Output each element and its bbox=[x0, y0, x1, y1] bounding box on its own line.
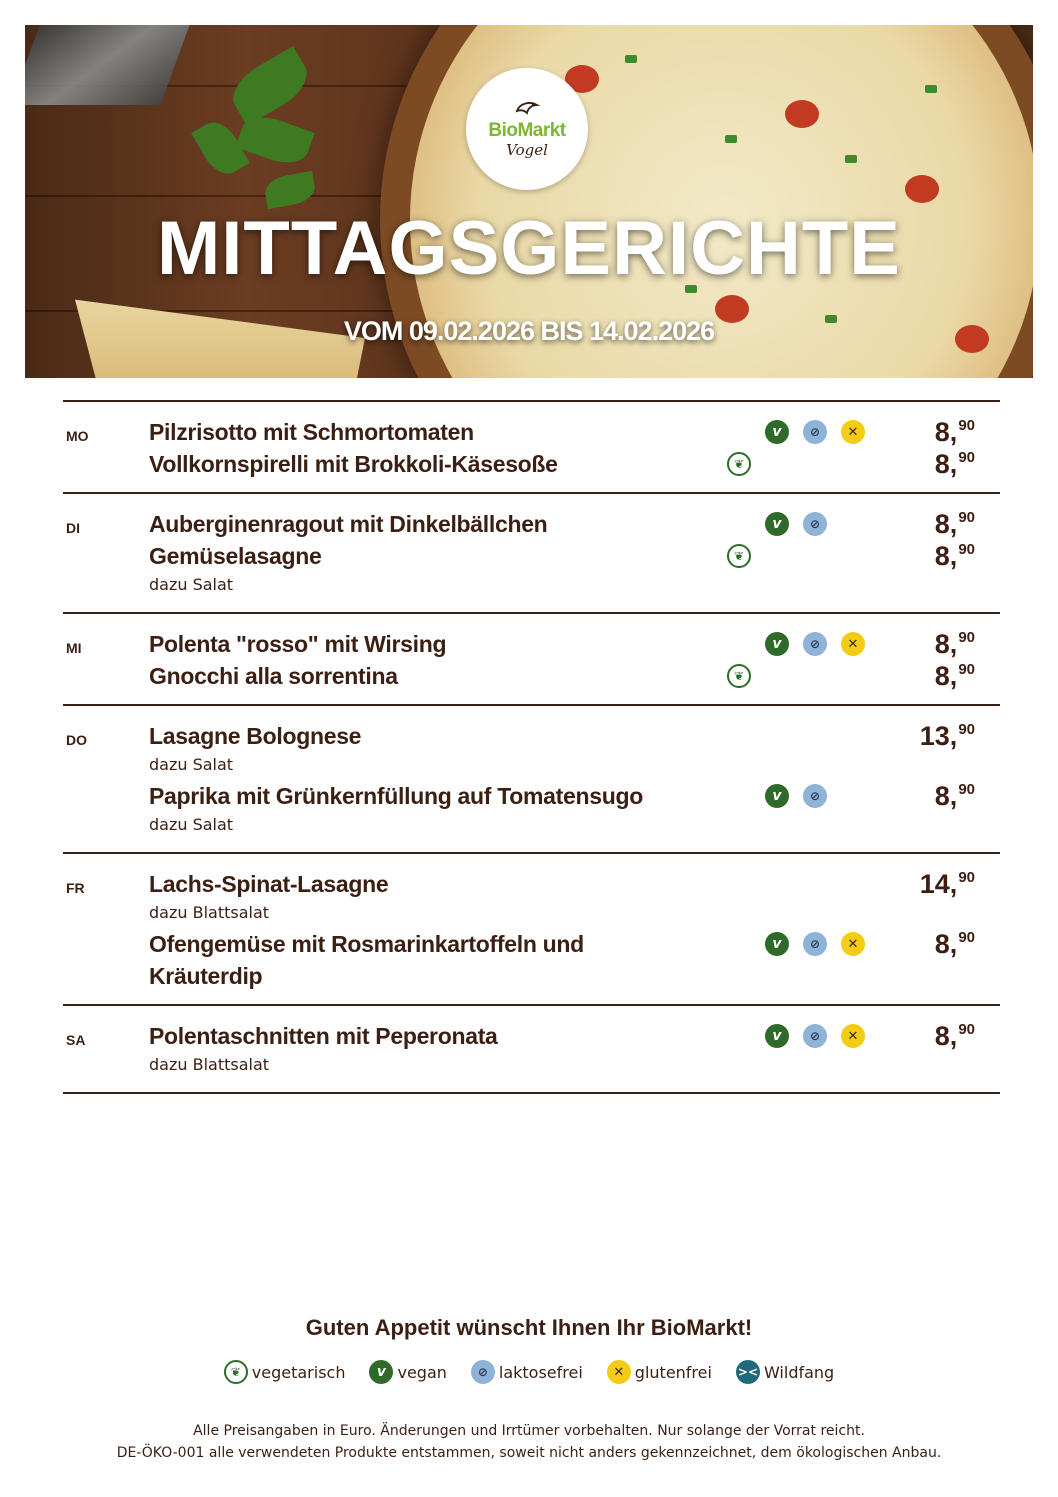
legend-item-gluten-free bbox=[607, 1360, 712, 1384]
price-cents: 90 bbox=[958, 541, 975, 558]
dish-name: Lasagne Bolognese bbox=[149, 723, 362, 749]
tomato-topping bbox=[785, 100, 819, 128]
date-range: VOM 09.02.2026 BIS 14.02.2026 bbox=[343, 316, 715, 346]
basil-leaf bbox=[263, 171, 317, 209]
lactose-free-icon: ⊘ bbox=[803, 784, 827, 808]
dish-item bbox=[149, 928, 1000, 992]
dish-item bbox=[149, 868, 1000, 928]
dish-price bbox=[935, 660, 975, 697]
grater-image bbox=[25, 25, 190, 105]
dish-name: Pilzrisotto mit Schmortomaten bbox=[149, 419, 474, 445]
price-euro: 8, bbox=[934, 509, 958, 539]
legend-label: vegetarisch bbox=[251, 1362, 346, 1382]
day-section-sa bbox=[63, 1004, 1000, 1094]
day-label: SA bbox=[66, 1032, 86, 1048]
price-euro: 8, bbox=[934, 629, 958, 659]
day-label: MI bbox=[66, 640, 82, 656]
price-euro: 8, bbox=[934, 781, 958, 811]
lactose-free-icon: ⊘ bbox=[803, 420, 827, 444]
dish-name: Paprika mit Grünkernfüllung auf Tomatensugo bbox=[149, 783, 643, 809]
vegan-icon: v bbox=[765, 512, 789, 536]
dish-price bbox=[935, 1020, 975, 1057]
dish-price bbox=[920, 720, 975, 757]
lactose-free-icon: ⊘ bbox=[803, 512, 827, 536]
dish-price bbox=[935, 448, 975, 485]
gluten-free-icon: ✕ bbox=[841, 1024, 865, 1048]
bird-icon bbox=[514, 99, 540, 119]
price-euro: 8, bbox=[934, 541, 958, 571]
gluten-free-icon: ✕ bbox=[841, 420, 865, 444]
price-euro: 8, bbox=[934, 661, 958, 691]
price-euro: 8, bbox=[934, 929, 958, 959]
price-cents: 90 bbox=[958, 781, 975, 798]
price-euro: 13, bbox=[919, 721, 958, 751]
price-cents: 90 bbox=[958, 509, 975, 526]
day-label: DI bbox=[66, 520, 80, 536]
basil-leaf bbox=[191, 115, 250, 181]
dish-name: Auberginenragout mit Dinkelbällchen bbox=[149, 511, 548, 537]
legend-label: Wildfang bbox=[763, 1362, 835, 1382]
lactose-free-icon: ⊘ bbox=[803, 932, 827, 956]
legend-label: vegan bbox=[397, 1362, 447, 1382]
hero-banner bbox=[25, 25, 1033, 378]
dish-name: Polentaschnitten mit Peperonata bbox=[149, 1023, 498, 1049]
price-cents: 90 bbox=[958, 417, 975, 434]
tomato-topping bbox=[905, 175, 939, 203]
dish-item bbox=[149, 660, 1000, 692]
gluten-free-icon: ✕ bbox=[607, 1360, 631, 1384]
weekly-menu bbox=[63, 400, 1000, 1094]
fish-icon: >< bbox=[736, 1360, 760, 1384]
legend bbox=[0, 1360, 1058, 1384]
dish-item bbox=[149, 448, 1000, 480]
legend-item-vegan bbox=[369, 1360, 446, 1384]
day-label: FR bbox=[66, 880, 85, 896]
dish-name: Vollkornspirelli mit Brokkoli-Käsesoße bbox=[149, 451, 558, 477]
basil-leaf bbox=[224, 46, 316, 126]
dish-item bbox=[149, 720, 1000, 780]
day-section-do bbox=[63, 704, 1000, 852]
price-cents: 90 bbox=[958, 721, 975, 738]
vegan-icon: v bbox=[765, 784, 789, 808]
dish-item bbox=[149, 1020, 1000, 1080]
dish-side: dazu Blattsalat bbox=[149, 903, 270, 922]
legend-item-wildfang bbox=[736, 1360, 834, 1384]
vegetarian-icon: ❦ bbox=[727, 452, 751, 476]
herb-topping bbox=[625, 55, 637, 63]
price-euro: 8, bbox=[934, 417, 958, 447]
dish-side: dazu Salat bbox=[149, 575, 234, 594]
dish-item bbox=[149, 416, 1000, 448]
dish-side: dazu Salat bbox=[149, 755, 234, 774]
price-cents: 90 bbox=[958, 929, 975, 946]
lactose-free-icon: ⊘ bbox=[803, 632, 827, 656]
legend-item-vegetarian bbox=[224, 1360, 346, 1384]
day-section-mo bbox=[63, 400, 1000, 492]
dish-item bbox=[149, 780, 1000, 840]
dish-item bbox=[149, 540, 1000, 600]
price-cents: 90 bbox=[958, 869, 975, 886]
footnote-line-1: Alle Preisangaben in Euro. Änderungen und Irrtümer vorbehalten. Nur solange der Vorrat reicht. bbox=[193, 1423, 865, 1439]
dish-price bbox=[935, 540, 975, 577]
lactose-free-icon: ⊘ bbox=[471, 1360, 495, 1384]
vegan-icon: v bbox=[765, 632, 789, 656]
vegetarian-icon: ❦ bbox=[727, 664, 751, 688]
dish-name: Ofengemüse mit Rosmarinkartoffeln und Kräuterdip bbox=[149, 931, 584, 989]
lactose-free-icon: ⊘ bbox=[803, 1024, 827, 1048]
price-cents: 90 bbox=[958, 661, 975, 678]
dish-side: dazu Blattsalat bbox=[149, 1055, 270, 1074]
price-cents: 90 bbox=[958, 449, 975, 466]
herb-topping bbox=[845, 155, 857, 163]
logo-subtitle: Vogel bbox=[506, 141, 548, 159]
day-label: DO bbox=[66, 732, 87, 748]
day-label: MO bbox=[66, 428, 89, 444]
vegan-icon: v bbox=[765, 1024, 789, 1048]
price-euro: 8, bbox=[934, 449, 958, 479]
vegan-icon: v bbox=[765, 932, 789, 956]
gluten-free-icon: ✕ bbox=[841, 932, 865, 956]
dish-name: Gemüselasagne bbox=[149, 543, 322, 569]
price-cents: 90 bbox=[958, 1021, 975, 1038]
price-euro: 14, bbox=[919, 869, 958, 899]
gluten-free-icon: ✕ bbox=[841, 632, 865, 656]
vegan-icon: v bbox=[765, 420, 789, 444]
vegan-icon: v bbox=[369, 1360, 393, 1384]
day-section-fr bbox=[63, 852, 1000, 1004]
vegetarian-icon: ❦ bbox=[224, 1360, 248, 1384]
price-cents: 90 bbox=[958, 629, 975, 646]
day-section-di bbox=[63, 492, 1000, 612]
vegetarian-icon: ❦ bbox=[727, 544, 751, 568]
dish-name: Polenta "rosso" mit Wirsing bbox=[149, 631, 447, 657]
dish-price bbox=[920, 868, 975, 905]
price-euro: 8, bbox=[934, 1021, 958, 1051]
page-title: MITTAGSGERICHTE bbox=[156, 206, 901, 291]
footnote bbox=[0, 1420, 1058, 1464]
dish-side: dazu Salat bbox=[149, 815, 234, 834]
dish-price bbox=[935, 928, 975, 965]
day-section-mi bbox=[63, 612, 1000, 704]
legend-label: laktosefrei bbox=[498, 1362, 583, 1382]
dish-name: Gnocchi alla sorrentina bbox=[149, 663, 398, 689]
herb-topping bbox=[725, 135, 737, 143]
greeting: Guten Appetit wünscht Ihnen Ihr BioMarkt! bbox=[305, 1315, 753, 1340]
dish-item bbox=[149, 628, 1000, 660]
footnote-line-2: DE-ÖKO-001 alle verwendeten Produkte entstammen, soweit nicht anders gekennzeichnet, dem ökologischen Anbau. bbox=[116, 1445, 942, 1461]
herb-topping bbox=[925, 85, 937, 93]
legend-label: glutenfrei bbox=[634, 1362, 712, 1382]
biomarkt-logo bbox=[466, 68, 588, 190]
dish-name: Lachs-Spinat-Lasagne bbox=[149, 871, 389, 897]
legend-item-lactose-free bbox=[471, 1360, 583, 1384]
dish-item bbox=[149, 508, 1000, 540]
logo-name: BioMarkt bbox=[488, 120, 566, 141]
dish-price bbox=[935, 780, 975, 817]
